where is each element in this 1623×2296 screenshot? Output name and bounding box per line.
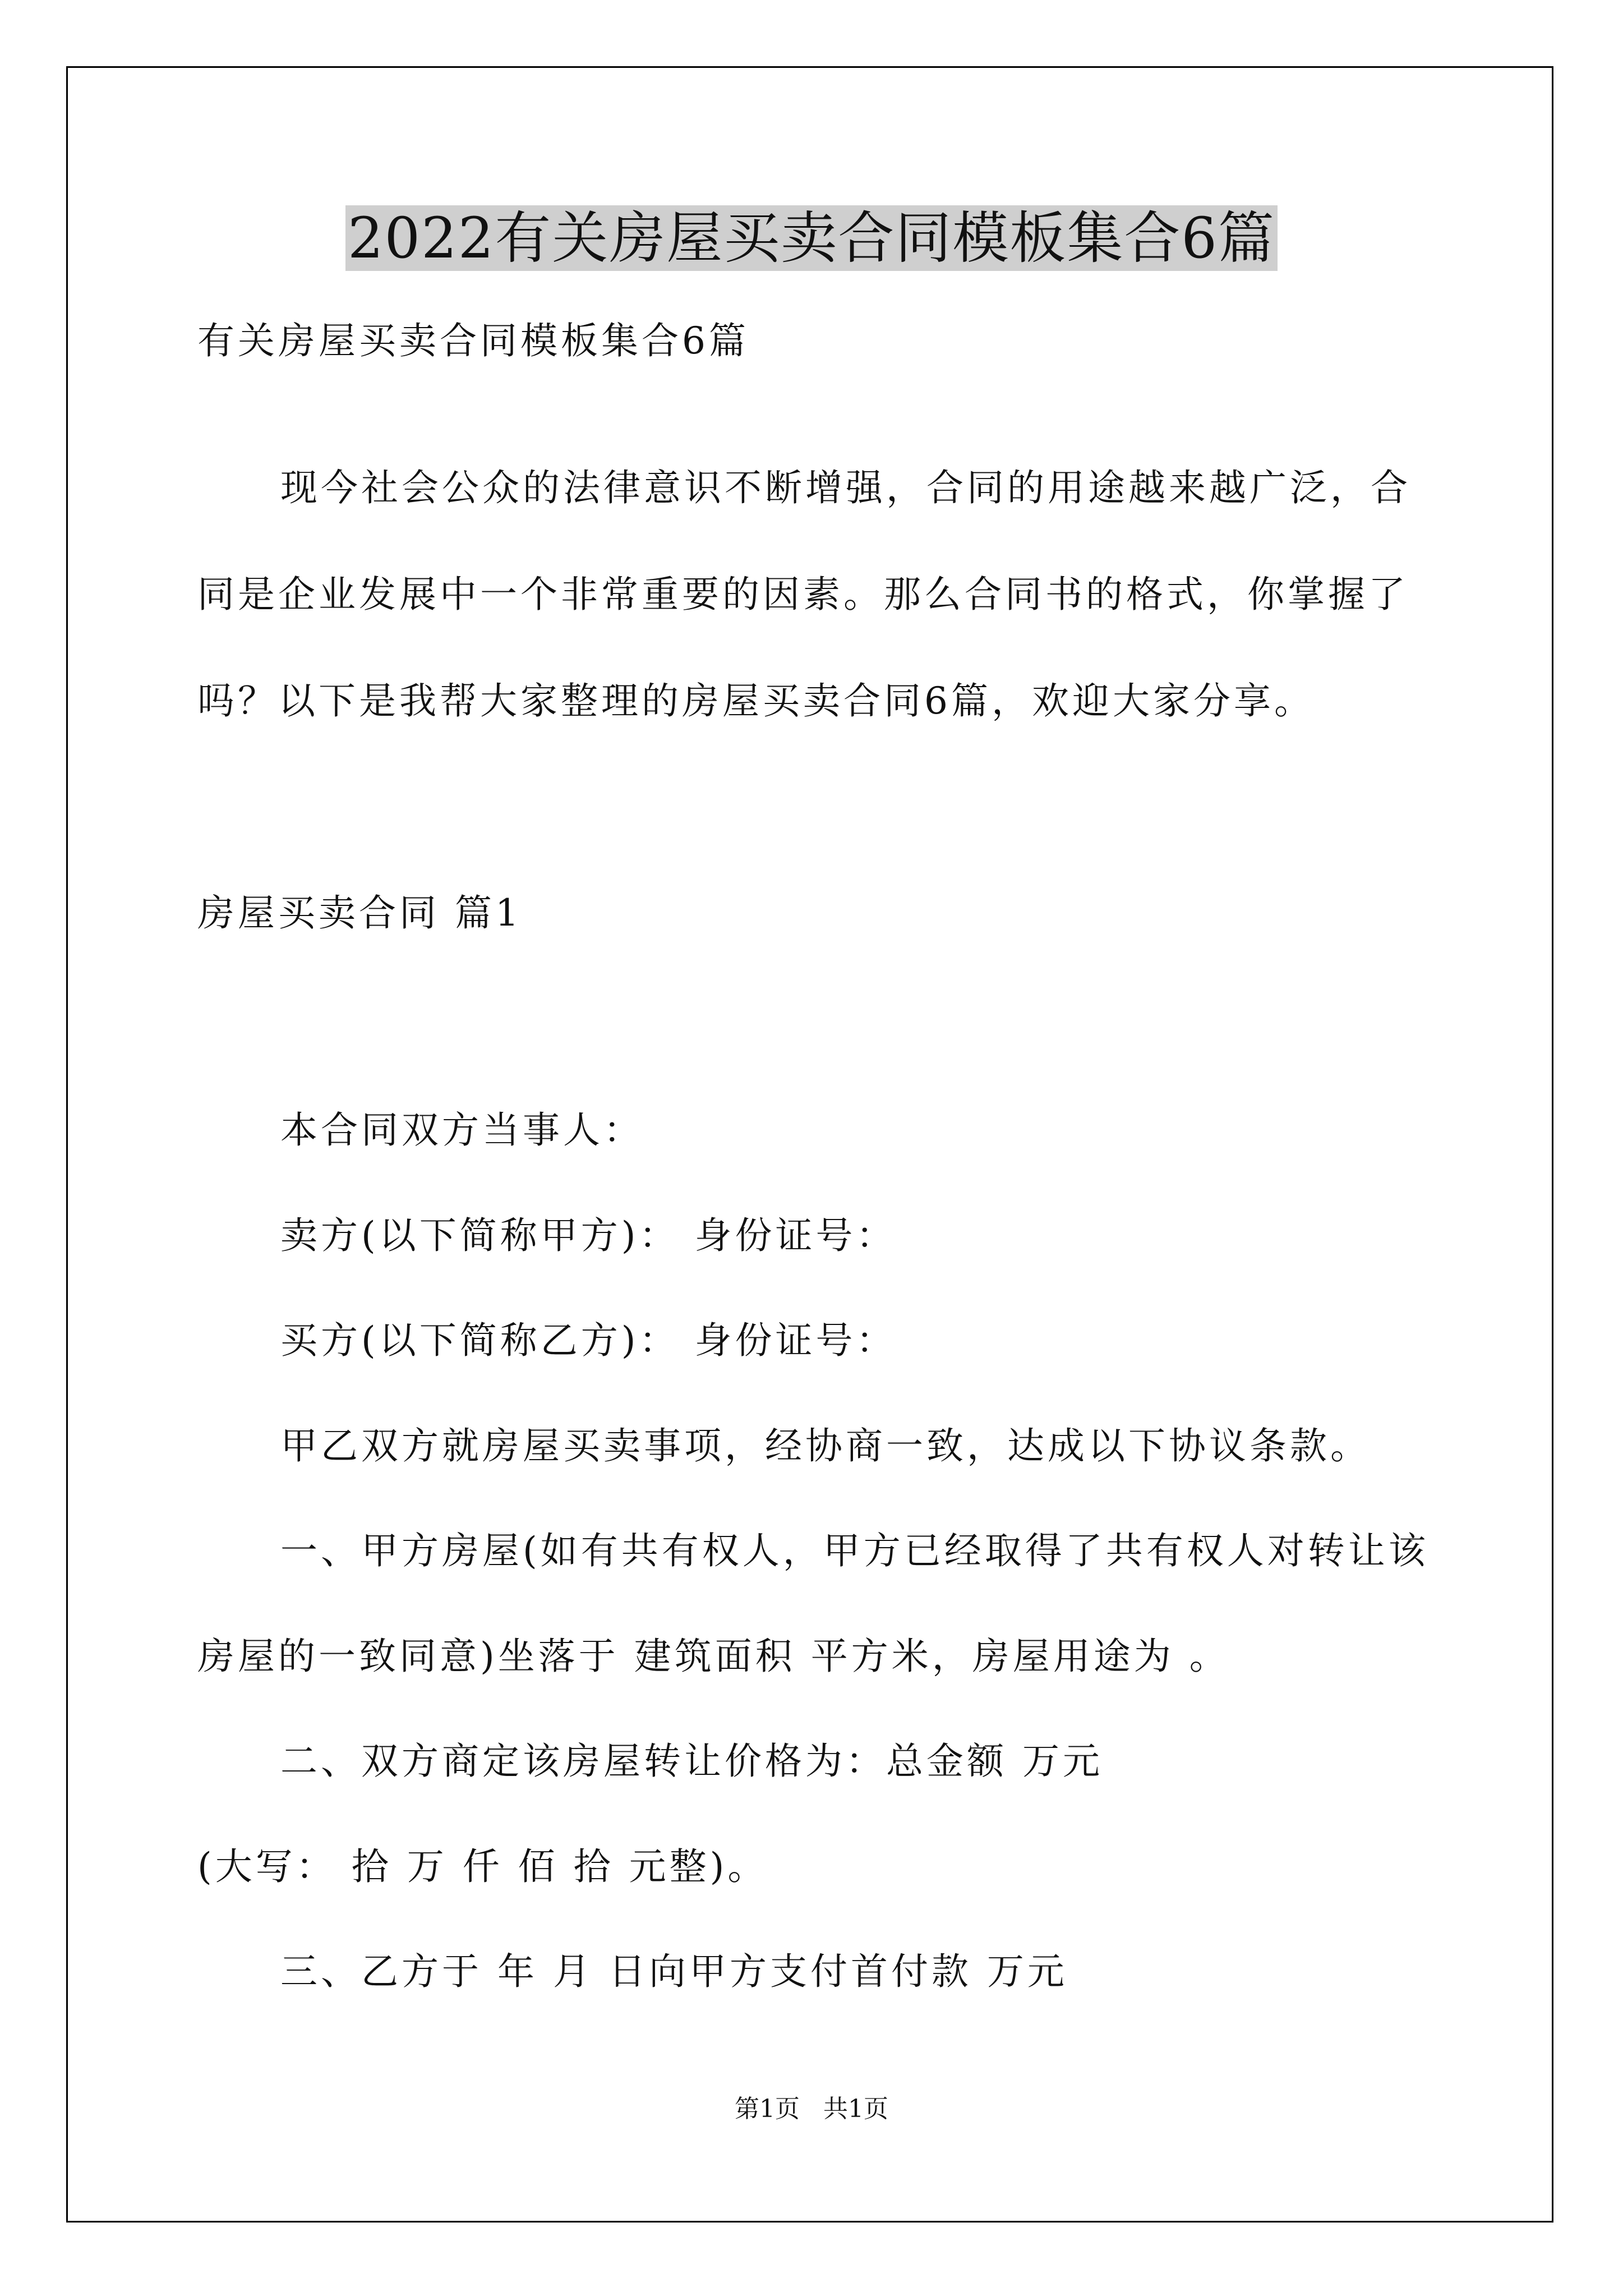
body-line: 甲乙双方就房屋买卖事项，经协商一致，达成以下协议条款。	[280, 1424, 1371, 1467]
body-line: 买方(以下简称乙方)： 身份证号：	[280, 1319, 897, 1362]
document-subtitle: 有关房屋买卖合同模板集合6篇	[197, 319, 749, 362]
intro-line: 现今社会公众的法律意识不断增强，合同的用途越来越广泛，合	[280, 466, 1411, 509]
body-line: 本合同双方当事人：	[280, 1108, 644, 1152]
body-line: 三、乙方于 年 月 日向甲方支付首付款 万元	[280, 1950, 1068, 1993]
body-line: 二、双方商定该房屋转让价格为：总金额 万元	[280, 1740, 1103, 1783]
body-line: 一、甲方房屋(如有共有权人，甲方已经取得了共有权人对转让该	[280, 1529, 1429, 1572]
document-title: 2022有关房屋买卖合同模板集合6篇	[0, 199, 1623, 278]
body-line: 卖方(以下简称甲方)： 身份证号：	[280, 1214, 897, 1257]
body-line: 房屋的一致同意)坐落于 建筑面积 平方米，房屋用途为 。	[197, 1635, 1230, 1678]
intro-line: 同是企业发展中一个非常重要的因素。那么合同书的格式，你掌握了	[197, 573, 1409, 616]
page-footer: 第1页 共1页	[735, 2095, 888, 2123]
body-line: (大写： 拾 万 仟 佰 拾 元整)。	[197, 1845, 768, 1888]
section-heading: 房屋买卖合同 篇1	[197, 891, 522, 935]
intro-line: 吗？以下是我帮大家整理的房屋买卖合同6篇，欢迎大家分享。	[197, 679, 1315, 723]
